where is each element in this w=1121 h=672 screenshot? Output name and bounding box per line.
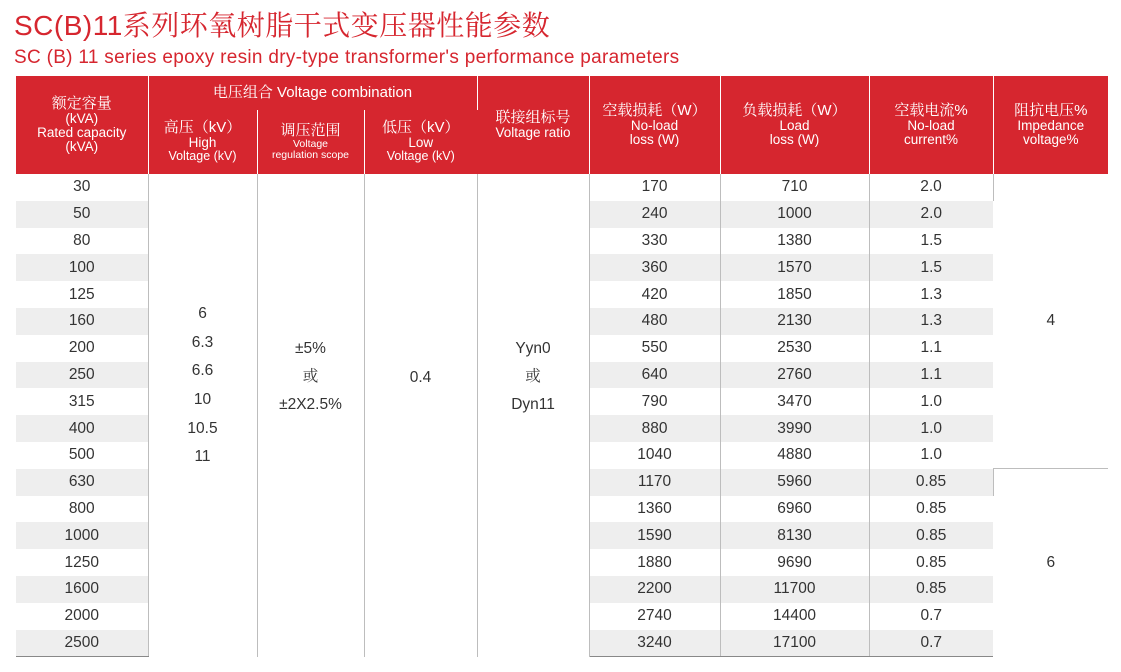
noload-current-cell: 2.0 <box>869 174 993 201</box>
capacity-cell: 400 <box>16 415 148 442</box>
noload-loss-cell: 550 <box>589 335 720 362</box>
noload-loss-cell: 170 <box>589 174 720 201</box>
capacity-cell: 1600 <box>16 576 148 603</box>
high-voltage-values-line: 10 <box>193 391 212 409</box>
table-row <box>16 174 1108 201</box>
page-title-cn: SC(B)11系列环氧树脂干式变压器性能参数 <box>14 10 551 41</box>
load-loss-cell: 710 <box>720 174 869 201</box>
capacity-cell: 500 <box>16 442 148 469</box>
noload-current-cell: 0.85 <box>869 522 993 549</box>
noload-current-cell: 1.0 <box>869 415 993 442</box>
low-voltage-value: 0.4 <box>364 174 477 657</box>
load-loss-cell: 9690 <box>720 549 869 576</box>
high-voltage-values <box>148 174 257 657</box>
voltage-ratio-values-line: Yyn0 <box>515 340 551 357</box>
noload-current-cell: 1.3 <box>869 308 993 335</box>
high-voltage-values-line: 6.3 <box>191 333 214 351</box>
load-loss-cell: 5960 <box>720 469 869 496</box>
high-voltage-values-line: 6 <box>198 305 207 322</box>
header-low-voltage: 低压（kV） Low Voltage (kV) <box>364 110 477 174</box>
load-loss-cell: 3470 <box>720 388 869 415</box>
load-loss-cell: 1380 <box>720 228 869 255</box>
noload-current-cell: 0.85 <box>869 576 993 603</box>
load-loss-cell: 14400 <box>720 603 869 630</box>
capacity-cell: 30 <box>16 174 148 201</box>
load-loss-cell: 6960 <box>720 496 869 523</box>
load-loss-cell: 4880 <box>720 442 869 469</box>
noload-loss-cell: 330 <box>589 228 720 255</box>
capacity-cell: 160 <box>16 308 148 335</box>
regulation-values <box>257 174 364 657</box>
noload-current-cell: 1.0 <box>920 392 943 410</box>
load-loss-cell: 1000 <box>720 201 869 228</box>
noload-current-cell: 1.3 <box>920 285 943 303</box>
capacity-cell: 2500 <box>16 630 148 657</box>
parameters-table <box>16 76 1108 657</box>
noload-current-cell: 0.85 <box>916 553 947 571</box>
noload-loss-cell: 1170 <box>589 469 720 496</box>
header-voltage-combination: 电压组合 Voltage combination <box>148 76 477 110</box>
noload-loss-cell: 880 <box>589 415 720 442</box>
page-title-en: SC (B) 11 series epoxy resin dry-type transformer's performance parameters <box>14 47 680 68</box>
load-loss-cell: 11700 <box>720 576 869 603</box>
capacity-cell: 800 <box>16 496 148 523</box>
impedance-value: 4 <box>993 174 1108 469</box>
load-loss-cell: 1570 <box>720 254 869 281</box>
header-noload-loss: 空载损耗（W） No-load loss (W) <box>589 76 720 174</box>
high-voltage-values-line: 10.5 <box>187 419 218 437</box>
regulation-values-line: 或 <box>302 367 319 385</box>
noload-loss-cell: 1880 <box>589 549 720 576</box>
capacity-cell: 200 <box>16 335 148 362</box>
header-regulation-scope: 调压范围 Voltage regulation scope <box>257 110 364 174</box>
capacity-cell: 1250 <box>16 549 148 576</box>
voltage-ratio-values-line: Dyn11 <box>511 395 555 413</box>
capacity-cell: 1000 <box>16 522 148 549</box>
noload-current-cell: 1.5 <box>869 254 993 281</box>
regulation-values-line: ±2X2.5% <box>279 395 342 413</box>
load-loss-cell: 2530 <box>720 335 869 362</box>
header-load-loss: 负载损耗（W） Load loss (W) <box>720 76 869 174</box>
noload-current-cell: 1.1 <box>869 362 993 389</box>
capacity-cell: 250 <box>16 362 148 389</box>
noload-current-cell: 0.85 <box>916 499 947 517</box>
high-voltage-values-line: 6.6 <box>191 362 214 380</box>
capacity-cell: 50 <box>16 201 148 228</box>
high-voltage-values-line: 11 <box>194 448 211 466</box>
header-impedance: 阻抗电压% Impedance voltage% <box>993 76 1108 174</box>
load-loss-cell: 8130 <box>720 522 869 549</box>
noload-current-cell: 1.1 <box>920 339 943 357</box>
noload-loss-cell: 790 <box>589 388 720 415</box>
noload-current-cell: 0.85 <box>869 469 993 496</box>
noload-loss-cell: 480 <box>589 308 720 335</box>
capacity-cell: 80 <box>16 228 148 255</box>
noload-current-cell: 1.5 <box>920 231 943 249</box>
noload-current-cell: 0.7 <box>869 630 993 657</box>
noload-loss-cell: 1590 <box>589 522 720 549</box>
regulation-values-line: ±5% <box>295 340 326 357</box>
noload-loss-cell: 420 <box>589 281 720 308</box>
noload-loss-cell: 2200 <box>589 576 720 603</box>
capacity-cell: 315 <box>16 388 148 415</box>
noload-loss-cell: 3240 <box>589 630 720 657</box>
voltage-ratio-values-line: 或 <box>525 367 541 385</box>
noload-current-cell: 1.0 <box>920 446 943 464</box>
load-loss-cell: 2130 <box>720 308 869 335</box>
noload-loss-cell: 240 <box>589 201 720 228</box>
capacity-cell: 125 <box>16 281 148 308</box>
load-loss-cell: 1850 <box>720 281 869 308</box>
header-capacity: 额定容量 (kVA) Rated capacity (kVA) <box>16 76 148 174</box>
load-loss-cell: 2760 <box>720 362 869 389</box>
capacity-cell: 100 <box>16 254 148 281</box>
capacity-cell: 2000 <box>16 603 148 630</box>
noload-current-cell: 0.7 <box>920 607 943 625</box>
voltage-ratio-values <box>477 174 589 657</box>
header-noload-current: 空载电流% No-load current% <box>869 76 993 174</box>
header-high-voltage: 高压（kV） High Voltage (kV) <box>148 110 257 174</box>
load-loss-cell: 3990 <box>720 415 869 442</box>
noload-loss-cell: 2740 <box>589 603 720 630</box>
load-loss-cell: 17100 <box>720 630 869 657</box>
noload-loss-cell: 640 <box>589 362 720 389</box>
capacity-cell: 630 <box>16 469 148 496</box>
header-voltage-ratio: 联接组标号 Voltage ratio <box>477 76 589 174</box>
impedance-value: 6 <box>993 469 1108 657</box>
noload-loss-cell: 360 <box>589 254 720 281</box>
noload-current-cell: 2.0 <box>869 201 993 228</box>
noload-loss-cell: 1360 <box>589 496 720 523</box>
noload-loss-cell: 1040 <box>589 442 720 469</box>
